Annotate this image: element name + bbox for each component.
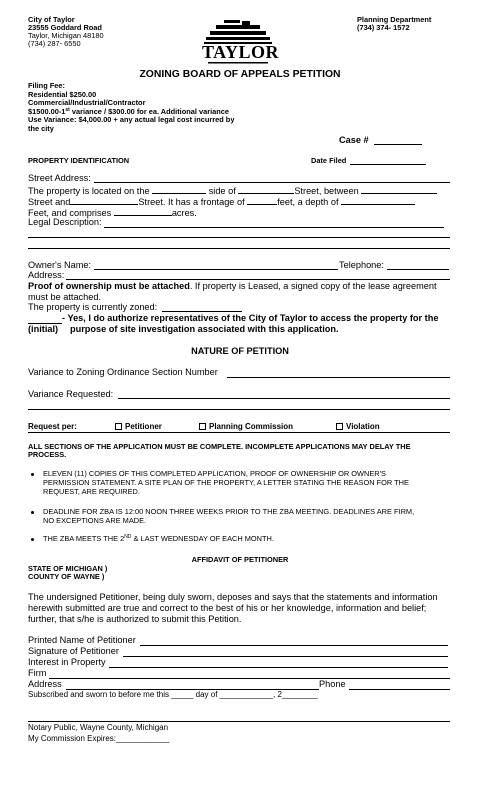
- request-option-violation[interactable]: Violation: [336, 422, 380, 431]
- proof-of-ownership-cont: must be attached.: [28, 292, 102, 302]
- variance-requested-line-2[interactable]: [28, 409, 450, 410]
- city-logo: [202, 18, 280, 66]
- fee-commercial: Commercial/Industrial/Contractor: [28, 98, 146, 108]
- petitioner-phone-field[interactable]: [349, 689, 450, 690]
- request-option-petitioner[interactable]: Petitioner: [115, 422, 162, 431]
- commission-expires-label: My Commission Expires:____________: [28, 734, 170, 743]
- street-frontage-line: Street and Street. It has a frontage of feet, a depth of: [28, 195, 415, 208]
- variance-requested-label: Variance Requested:: [28, 389, 114, 399]
- notice-deadline-line2: NO EXCEPTIONS ARE MADE.: [43, 516, 147, 525]
- authorize-statement: - Yes, I do authorize representatives of the City of Taylor to access the property for the: [62, 313, 439, 323]
- notary-signature-line[interactable]: [28, 721, 450, 722]
- date-filed-field[interactable]: [350, 164, 426, 165]
- legal-description-line-3[interactable]: [28, 248, 450, 249]
- legal-description-field[interactable]: [104, 227, 444, 228]
- bullet-icon: [31, 473, 34, 476]
- legal-description-line-2[interactable]: [28, 237, 450, 238]
- city-phone: (734) 287- 6550: [28, 39, 81, 48]
- city-address-line1: 23555 Goddard Road: [28, 23, 102, 32]
- printed-name-field[interactable]: [140, 645, 448, 646]
- bullet-icon: [31, 511, 34, 514]
- signature-label: Signature of Petitioner: [28, 646, 119, 656]
- interest-label: Interest in Property: [28, 657, 106, 667]
- owner-address-field[interactable]: [66, 279, 450, 280]
- telephone-field[interactable]: [387, 269, 449, 270]
- state-line: STATE OF MICHIGAN ): [28, 564, 108, 573]
- completion-warning: ALL SECTIONS OF THE APPLICATION MUST BE COMPLETE. INCOMPLETE APPLICATIONS MAY DELAY THE: [28, 442, 411, 451]
- acreage-line: Feet, and comprises acres.: [28, 208, 197, 218]
- fee-use-variance: Use Variance: $4,000.00 + any actual legal cost incurred by: [28, 115, 235, 125]
- initial-label: (initial): [28, 324, 59, 334]
- case-number-label: Case #: [339, 135, 369, 145]
- checkbox-icon: [115, 423, 122, 430]
- firm-field[interactable]: [49, 678, 450, 679]
- interest-field[interactable]: [109, 667, 448, 668]
- telephone-label: Telephone:: [339, 260, 384, 270]
- affidavit-statement-line2: herewith submitted are true and correct to the best of his or her knowledge, information and belief;: [28, 603, 427, 613]
- city-address-line2: Taylor, Michigan 48180: [28, 31, 104, 40]
- affidavit-statement-line3: further, that s/he is authorized to submit this Petition.: [28, 614, 242, 624]
- fee-label: Filing Fee:: [28, 81, 65, 90]
- notice-copies-line2: PERMISSION STATEMENT. A SITE PLAN OF THE PROPERTY, A LETTER STATING THE REASON FOR THE: [43, 478, 409, 487]
- affidavit-heading: AFFIDAVIT OF PETITIONER: [191, 555, 289, 564]
- notice-copies-line3: REQUEST, ARE REQUIRED.: [43, 487, 140, 496]
- ordinance-section-label: Variance to Zoning Ordinance Section Number: [28, 367, 218, 377]
- petitioner-phone-label: Phone: [319, 679, 346, 689]
- affidavit-statement-line1: The undersigned Petitioner, being duly sworn, deposes and says that the statements and information: [28, 592, 438, 602]
- owner-address-label: Address:: [28, 270, 65, 280]
- authorize-statement-cont: purpose of site investigation associated with this application.: [70, 324, 339, 334]
- notice-copies-line1: ELEVEN (11) COPIES OF THIS COMPLETED APPLICATION, PROOF OF OWNERSHIP OR OWNER'S: [43, 469, 386, 478]
- request-per-label: Request per:: [28, 422, 77, 431]
- proof-of-ownership: Proof of ownership must be attached. If property is Leased, a signed copy of the lease agreement: [28, 281, 437, 291]
- fee-city: the city: [28, 123, 54, 133]
- zoned-label: The property is currently zoned:: [28, 302, 158, 312]
- ordinance-section-field[interactable]: [227, 377, 450, 378]
- notice-deadline-line1: DEADLINE FOR ZBA IS 12:00 NOON THREE WEEKS PRIOR TO THE ZBA MEETING. DEADLINES ARE FIRM,: [43, 507, 415, 516]
- date-filed-label: Date Filed: [311, 156, 347, 165]
- checkbox-icon: [199, 423, 206, 430]
- notice-meeting-schedule: THE ZBA MEETS THE 2ND & LAST WEDNESDAY OF EACH MONTH.: [43, 534, 274, 543]
- owner-name-field[interactable]: [94, 269, 338, 270]
- logo-text: TAYLOR: [202, 42, 280, 62]
- petitioner-address-label: Address: [28, 679, 62, 689]
- location-line: The property is located on the side of Street, between: [28, 184, 437, 197]
- bullet-icon: [31, 538, 34, 541]
- fee-variance: $1500.00-1st variance / $300.00 for ea. Additional variance: [28, 106, 229, 116]
- street-address-field[interactable]: [94, 182, 450, 183]
- department-phone: (734) 374- 1572: [357, 23, 410, 32]
- county-line: COUNTY OF WAYNE ): [28, 572, 105, 581]
- request-divider: [28, 432, 450, 433]
- notary-public-label: Notary Public, Wayne County, Michigan: [28, 723, 169, 732]
- completion-warning-cont: PROCESS.: [28, 450, 67, 459]
- nature-heading: NATURE OF PETITION: [191, 346, 289, 356]
- owner-name-label: Owner's Name:: [28, 260, 92, 270]
- city-name: City of Taylor: [28, 15, 75, 24]
- case-number-field[interactable]: [374, 144, 422, 145]
- signature-field[interactable]: [123, 656, 448, 657]
- department-name: Planning Department: [357, 15, 432, 24]
- subscribed-sworn-line: Subscribed and sworn to before me this _____ day of ____________, 2________: [28, 690, 318, 699]
- printed-name-label: Printed Name of Petitioner: [28, 635, 136, 645]
- request-option-planning-commission[interactable]: Planning Commission: [199, 422, 293, 431]
- fee-block: [28, 82, 234, 134]
- firm-label: Firm: [28, 668, 47, 678]
- legal-description-label: Legal Description:: [28, 217, 102, 227]
- zoned-field[interactable]: [162, 311, 242, 312]
- property-section-heading: PROPERTY IDENTIFICATION: [28, 156, 130, 165]
- checkbox-icon: [336, 423, 343, 430]
- street-address-label: Street Address:: [28, 173, 91, 183]
- variance-requested-field[interactable]: [118, 398, 450, 399]
- fee-residential: Residential $250.00: [28, 89, 97, 99]
- page-title: ZONING BOARD OF APPEALS PETITION: [139, 69, 341, 80]
